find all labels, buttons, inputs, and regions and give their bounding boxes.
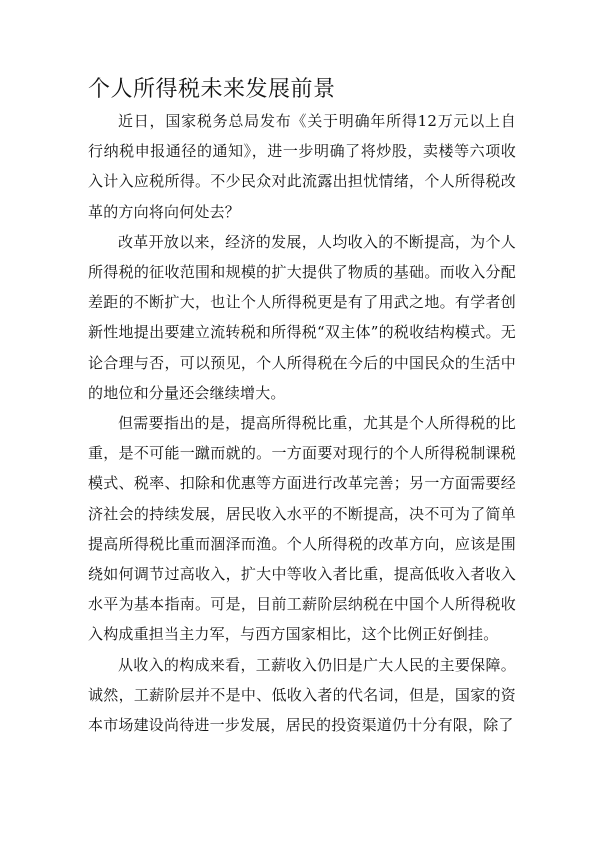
- document-title: 个人所得税未来发展前景: [88, 77, 336, 102]
- document-body: [88, 106, 516, 740]
- paragraph-3: 但需要指出的是，提高所得税比重，尤其是个人所得税的比重，是不可能一蹴而就的。一方面要对现行的个人所得税制课税模式、税率、扣除和优惠等方面进行改革完善；另一方面需要经济社会的持续发展，居民收入水平的不断提高，决不可为了简单提高所得税比重而涸泽而渔。个人所得税的改革方向，应该是围绕如何调节过高收入，扩大中等收入者比重，提高低收入者收入水平为基本指南。可是，目前工薪阶层纳税在中国个人所得税收入构成重担当主力军，与西方国家相比，这个比例正好倒挂。: [88, 414, 516, 644]
- paragraph-2: 改革开放以来，经济的发展，人均收入的不断提高，为个人所得税的征收范围和规模的扩大提供了物质的基础。而收入分配差距的不断扩大，也让个人所得税更是有了用武之地。有学者创新性地提出要建立流转税和所得税“双主体”的税收结构模式。无论合理与否，可以预见，个人所得税在今后的中国民众的生活中的地位和分量还会继续增大。: [88, 232, 516, 402]
- paragraph-1: 近日，国家税务总局发布《关于明确年所得12万元以上自行纳税申报通径的通知》，进一步明确了将炒股，卖楼等六项收入计入应税所得。不少民众对此流露出担忧情绪，个人所得税改革的方向将向何处去？: [88, 112, 516, 221]
- paragraph-4: 从收入的构成来看，工薪收入仍旧是广大人民的主要保障。诚然，工薪阶层并不是中、低收入者的代名词，但是，国家的资本市场建设尚待进一步发展，居民的投资渠道仍十分有限，除了: [88, 655, 516, 735]
